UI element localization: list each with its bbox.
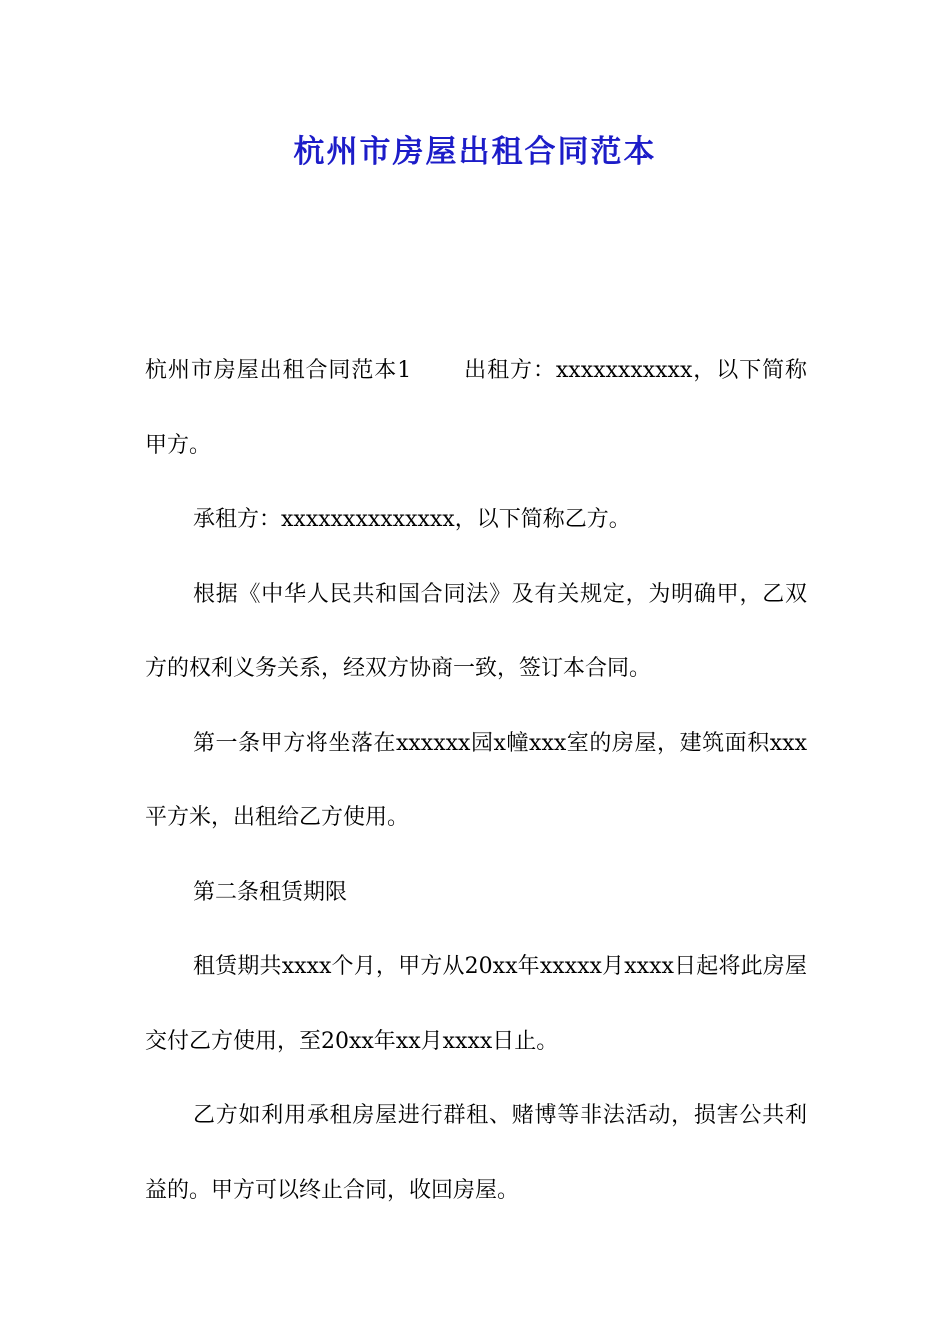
paragraph-basis: 根据《中华人民共和国合同法》及有关规定，为明确甲，乙双方的权利义务关系，经双方协商一致，签订本合同。: [145, 581, 807, 681]
paragraph-article-2-heading: 第二条租赁期限: [193, 879, 348, 905]
paragraph-opening: [145, 334, 807, 483]
paragraph-lessee: 承租方：xxxxxxxxxxxxxx，以下简称乙方。: [193, 507, 631, 532]
document-title: 杭州市房屋出租合同范本: [293, 134, 657, 170]
document-body: [145, 334, 807, 1228]
section-heading: 杭州市房屋出租合同范本1: [145, 358, 412, 383]
paragraph-article-1: 第一条甲方将坐落在xxxxxx园x幢xxx室的房屋，建筑面积xxx平方米，出租给乙方使用。: [145, 730, 807, 830]
paragraph-lease-term: 租赁期共xxxx个月，甲方从20xx年xxxxx月xxxx日起将此房屋交付乙方使用，至20xx年xx月xxxx日止。: [145, 954, 807, 1054]
paragraph-termination: 乙方如利用承租房屋进行群租、赌博等非法活动，损害公共利益的。甲方可以终止合同，收回房屋。: [145, 1103, 807, 1203]
paragraph-lessor: 出租方：xxxxxxxxxxx，以下简称甲方。: [145, 358, 808, 458]
